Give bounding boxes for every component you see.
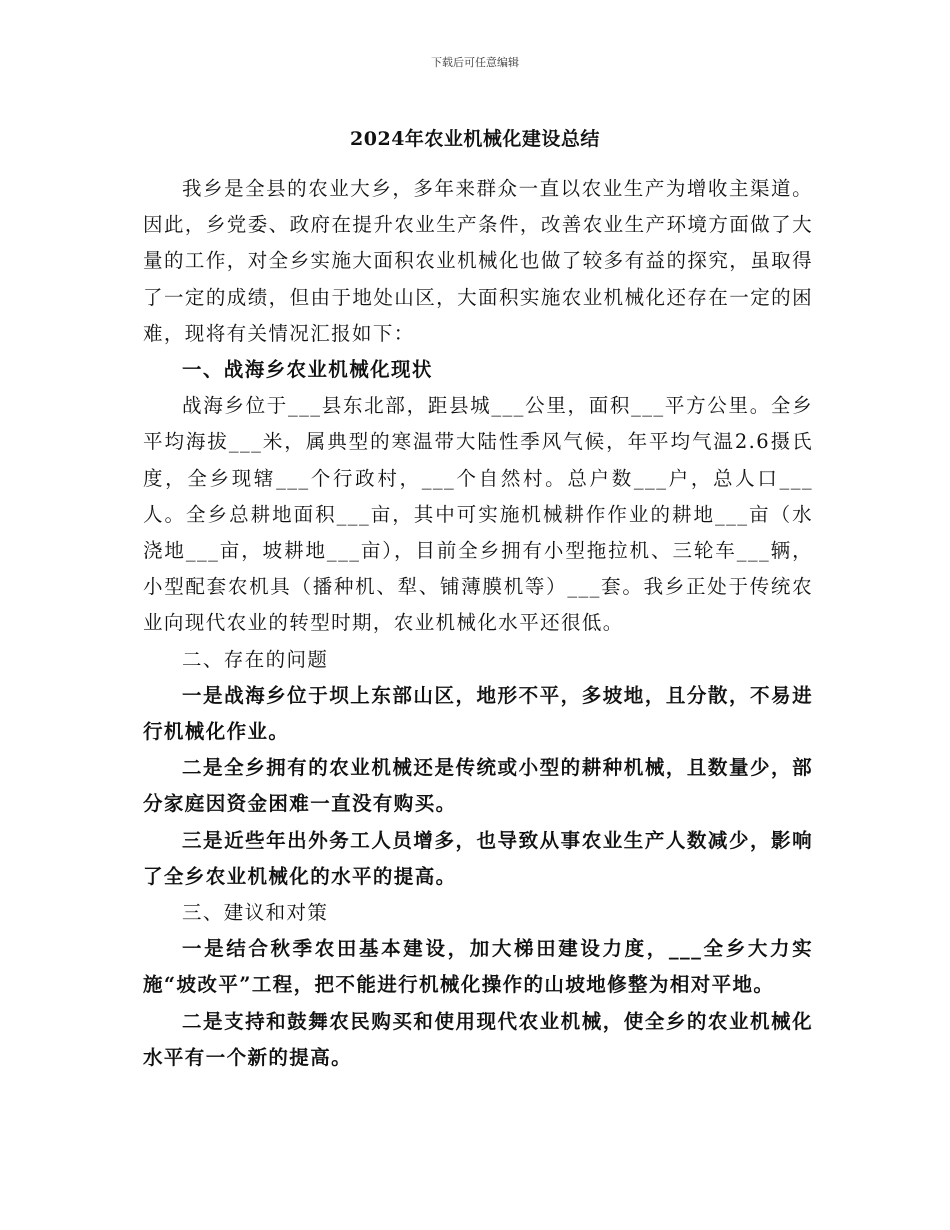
section-heading-problems: 二、存在的问题: [182, 647, 329, 671]
measure-item-2: 二是支持和鼓舞农民购买和使用现代农业机械，使全乡的农业机械化水平有一个新的提高。: [143, 1009, 813, 1069]
document-body: [143, 171, 813, 1076]
section-heading-status: 一、战海乡农业机械化现状: [182, 358, 433, 382]
header-note: 下载后可任意编辑: [431, 56, 519, 69]
problem-item-2: 二是全乡拥有的农业机械还是传统或小型的耕种机械，且数量少，部分家庭因资金困难一直没有购买。: [143, 756, 813, 816]
status-paragraph: 战海乡位于___县东北部，距县城___公里，面积___平方公里。全乡平均海拔___米，属典型的寒温带大陆性季风气候，年平均气温2.6摄氏度，全乡现辖___个行政村，___个自然村。总户数___户，总人口___人。全乡总耕地面积___亩，其中可实施机械耕作作业的耕地___亩（水浇地___亩，坡耕地___亩），目前全乡拥有小型拖拉机、三轮车___辆，小型配套农机具（播种机、犁、铺薄膜机等）___套。我乡正处于传统农业向现代农业的转型时期，农业机械化水平还很低。: [143, 394, 813, 635]
document-title: 2024年农业机械化建设总结: [350, 128, 600, 150]
measure-item-1: 一是结合秋季农田基本建设，加大梯田建设力度，___全乡大力实施“坡改平”工程，把不能进行机械化操作的山坡地修整为相对平地。: [143, 937, 813, 997]
section-heading-measures: 三、建议和对策: [182, 901, 329, 925]
problem-item-1: 一是战海乡位于坝上东部山区，地形不平，多坡地，且分散，不易进行机械化作业。: [143, 683, 813, 744]
problem-item-3: 三是近些年出外务工人员增多，也导致从事农业生产人数减少，影响了全乡农业机械化的水平的提高。: [143, 828, 813, 888]
intro-paragraph: 我乡是全县的农业大乡，多年来群众一直以农业生产为增收主渠道。因此，乡党委、政府在提升农业生产条件，改善农业生产环境方面做了大量的工作，对全乡实施大面积农业机械化也做了较多有益的探究，虽取得了一定的成绩，但由于地处山区，大面积实施农业机械化还存在一定的困难，现将有关情况汇报如下：: [143, 177, 813, 345]
